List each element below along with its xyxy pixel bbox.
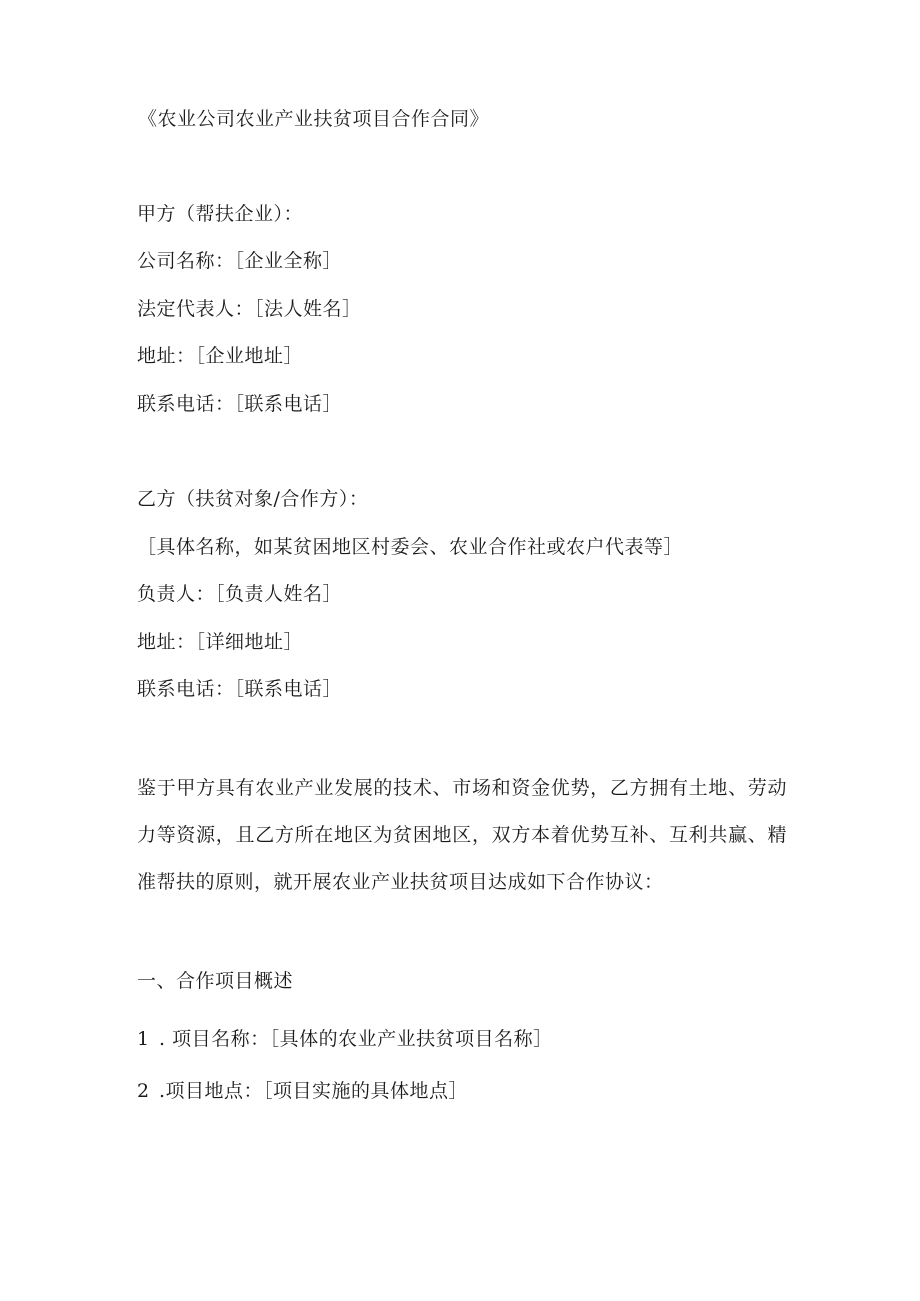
party-a-phone: 联系电话：［联系电话］ <box>137 393 343 415</box>
party-b-address: 地址：［详细地址］ <box>137 631 304 653</box>
document-title: 《农业公司农业产业扶贫项目合作合同》 <box>138 108 490 130</box>
item-number: 1 <box>137 1028 150 1050</box>
party-a-address: 地址：［企业地址］ <box>137 345 304 367</box>
party-b-name: ［具体名称，如某贫困地区村委会、农业合作社或农户代表等］ <box>137 536 684 558</box>
preamble-paragraph: 鉴于甲方具有农业产业发展的技术、市场和资金优势，乙方拥有土地、劳动力等资源，且乙方所在地区为贫困地区，双方本着优势互补、互利共赢、精准帮扶的原则，就开展农业产业扶贫项目达成如下合作协议： <box>137 777 787 893</box>
section-1-item-1 <box>137 1027 553 1051</box>
item-text: .项目地点：［项目实施的具体地点］ <box>159 1080 469 1102</box>
party-a-representative: 法定代表人：［法人姓名］ <box>137 298 362 320</box>
section-1-item-2 <box>137 1079 468 1103</box>
item-number: 2 <box>137 1080 150 1102</box>
party-a-company: 公司名称：［企业全称］ <box>137 250 343 272</box>
item-text: . 项目名称：［具体的农业产业扶贫项目名称］ <box>159 1028 553 1050</box>
party-a-heading: 甲方（帮扶企业）： <box>137 203 304 225</box>
section-1-heading: 一、合作项目概述 <box>137 970 294 992</box>
party-b-leader: 负责人：［负责人姓名］ <box>137 583 343 605</box>
party-b-phone: 联系电话：［联系电话］ <box>137 678 343 700</box>
party-b-heading: 乙方（扶贫对象/合作方）： <box>137 488 369 510</box>
